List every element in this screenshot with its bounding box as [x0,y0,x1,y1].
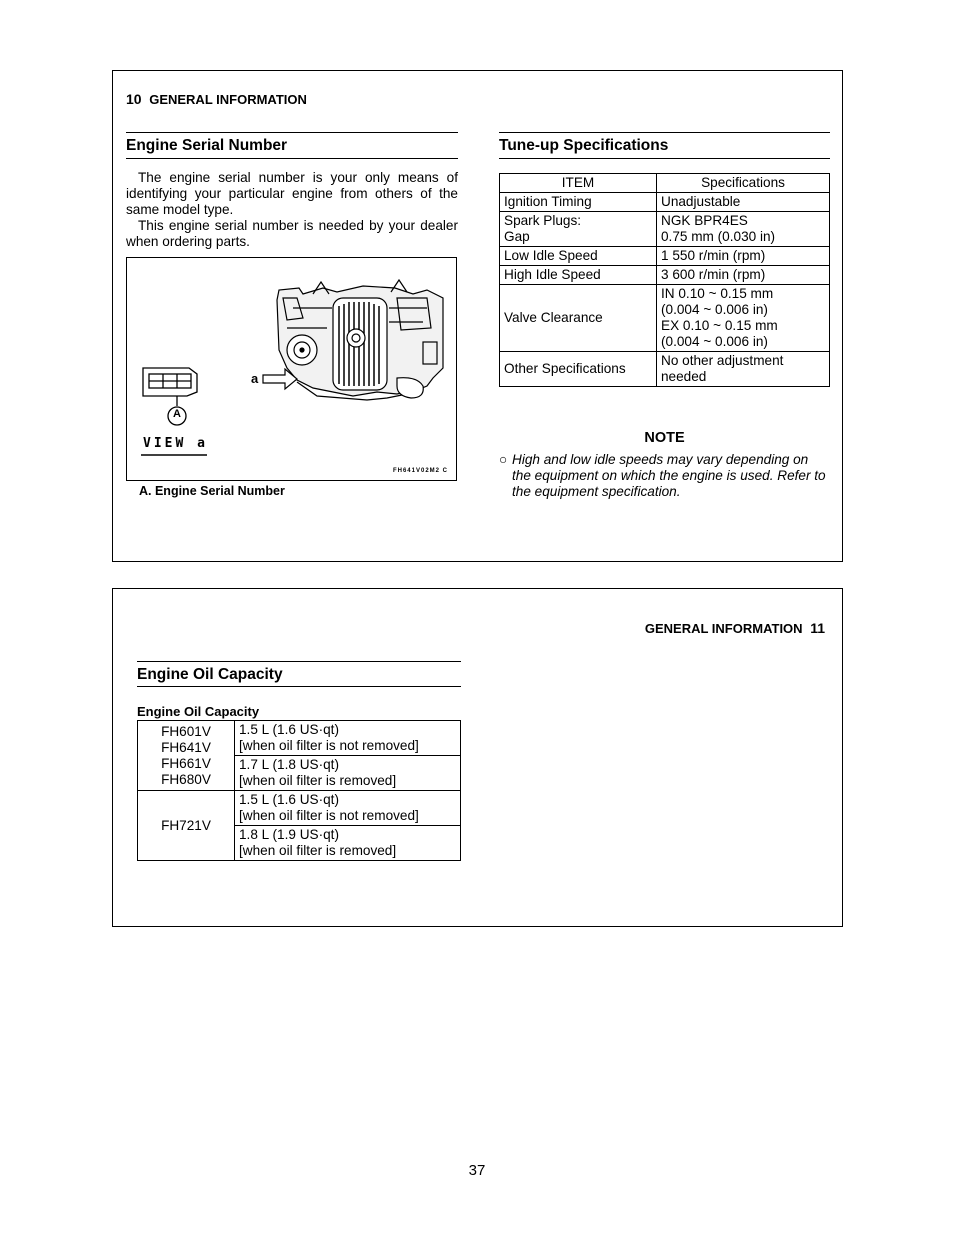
capacity-condition: [when oil filter is not removed] [239,738,419,753]
page-11-panel [112,588,843,927]
capacity-value: 1.5 L (1.6 US·qt) [239,792,339,807]
figure-caption: A. Engine Serial Number [139,484,285,498]
tuneup-table [499,173,830,387]
row-item: Valve Clearance [500,285,657,352]
row-spec-line: IN 0.10 ~ 0.15 mm [661,286,774,301]
serial-paragraph-2: This engine serial number is needed by your dealer when ordering parts. [126,218,458,249]
oil-capacity-table [137,720,461,861]
row-item-line: Spark Plugs: [504,213,582,228]
figure-code: FH641V02M2 C [392,468,448,474]
model-cell: FH721V [138,791,235,861]
page-header-11 [645,620,825,636]
page-header-number: 10 [126,91,142,107]
arrow-label-a: a [251,371,259,386]
capacity-condition: [when oil filter is removed] [239,843,397,858]
row-spec-line: (0.004 ~ 0.006 in) [661,334,768,349]
capacity-value: 1.7 L (1.8 US·qt) [239,757,339,772]
note-bullet: ○ [499,452,508,467]
row-spec-line: needed [661,369,707,384]
column-header-spec: Specifications [657,174,830,193]
note-text-block [499,452,830,500]
page-header-number: 11 [810,620,825,636]
model-cell [138,721,235,791]
callout-label-A: A [173,408,181,420]
table-header-row [500,174,830,193]
section-title-tuneup: Tune-up Specifications [499,132,830,159]
row-spec-line: 0.75 mm (0.030 in) [661,229,776,244]
capacity-cell [235,756,461,791]
table-row [500,247,830,266]
row-item: High Idle Speed [500,266,657,285]
note-text: High and low idle speeds may vary depending on the equipment on which the engine is used. Refer to the equipment specification. [512,452,826,499]
capacity-condition: [when oil filter is not removed] [239,808,419,823]
table-row [500,193,830,212]
note-title: NOTE [644,430,685,446]
table-row [138,721,461,756]
capacity-cell [235,826,461,861]
row-item: Low Idle Speed [500,247,657,266]
row-item-line: Gap [504,229,530,244]
oil-table-title: Engine Oil Capacity [137,704,260,719]
table-row [500,285,830,352]
page-header-10 [126,91,307,107]
row-spec-line: (0.004 ~ 0.006 in) [661,302,768,317]
row-spec [657,212,830,247]
capacity-cell [235,791,461,826]
table-row [500,212,830,247]
page-10-panel [112,70,843,562]
row-spec-line: EX 0.10 ~ 0.15 mm [661,318,778,333]
view-label: VIEW a [143,436,208,451]
model-name: FH641V [161,739,211,755]
capacity-value: 1.5 L (1.6 US·qt) [239,722,339,737]
page-header-title: GENERAL INFORMATION [149,92,307,107]
section-title-serial: Engine Serial Number [126,132,458,159]
row-item [500,212,657,247]
row-spec-line: NGK BPR4ES [661,213,748,228]
column-header-item: ITEM [500,174,657,193]
engine-figure [126,257,457,481]
page-number: 37 [468,1162,486,1179]
page-header-title: GENERAL INFORMATION [644,621,803,636]
serial-paragraph-1: The engine serial number is your only means of identifying your particular engine from others of the same model type. [126,170,458,217]
row-spec: 1 550 r/min (rpm) [657,247,830,266]
capacity-cell [235,721,461,756]
model-name: FH680V [161,771,211,787]
row-spec: Unadjustable [657,193,830,212]
capacity-condition: [when oil filter is removed] [239,773,397,788]
row-spec-line: No other adjustment [661,353,784,368]
table-row [500,352,830,387]
row-item: Other Specifications [500,352,657,387]
model-name: FH661V [161,755,211,771]
serial-description [126,170,458,250]
row-item: Ignition Timing [500,193,657,212]
row-spec [657,285,830,352]
model-name: FH601V [161,723,211,739]
table-row [138,791,461,826]
section-title-oil: Engine Oil Capacity [137,661,461,687]
row-spec [657,352,830,387]
row-spec: 3 600 r/min (rpm) [657,266,830,285]
table-row [500,266,830,285]
capacity-value: 1.8 L (1.9 US·qt) [239,827,339,842]
